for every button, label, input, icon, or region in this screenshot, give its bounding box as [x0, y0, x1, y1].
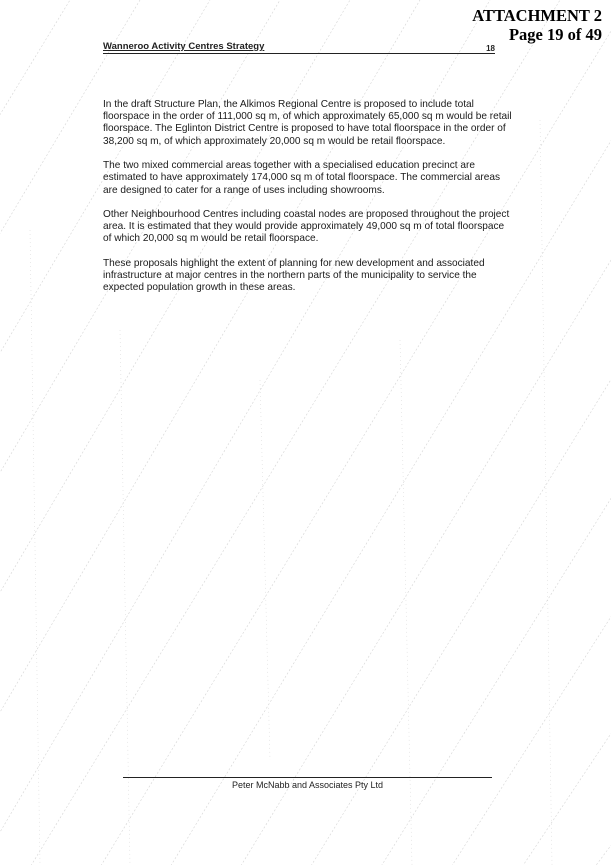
- footer-company: Peter McNabb and Associates Pty Ltd: [231, 780, 384, 790]
- paragraph-conclusion: These proposals highlight the extent of planning for new development and associated infrastructure at major centres in the northern parts of the municipality to service the expected population growth in these areas.: [103, 257, 485, 294]
- page-number: 18: [486, 44, 495, 53]
- paragraph-neighbourhood-centres: Other Neighbourhood Centres including coastal nodes are proposed throughout the project area. It is estimated that they would provide approximately 49,000 sq m of total floorspace of which 20,000 sq m would be retail floorspace.: [103, 209, 510, 245]
- body-text: [103, 99, 513, 307]
- paragraph-mixed-commercial: The two mixed commercial areas together with a specialised education precinct are estimated to have approximately 174,000 sq m of total floorspace. The commercial areas are designed to cater for a range of uses including showrooms.: [103, 160, 501, 196]
- attachment-page: Page 19 of 49: [508, 25, 602, 44]
- document-title: Wanneroo Activity Centres Strategy: [103, 41, 265, 52]
- paragraph-regional-centre: In the draft Structure Plan, the Alkimos Regional Centre is proposed to include total floorspace in the order of 111,000 sq m, of which approximately 65,000 sq m would be retail floorspace. The Eglinton District Centre is proposed to have total floorspace in the order of 38,200 sq m, of which approximately 20,000 sq m would be retail floorspace.: [103, 99, 512, 147]
- running-header: [103, 41, 495, 54]
- attachment-label: ATTACHMENT 2: [472, 6, 602, 25]
- attachment-stamp: [472, 6, 602, 44]
- footer-rule: [123, 777, 492, 778]
